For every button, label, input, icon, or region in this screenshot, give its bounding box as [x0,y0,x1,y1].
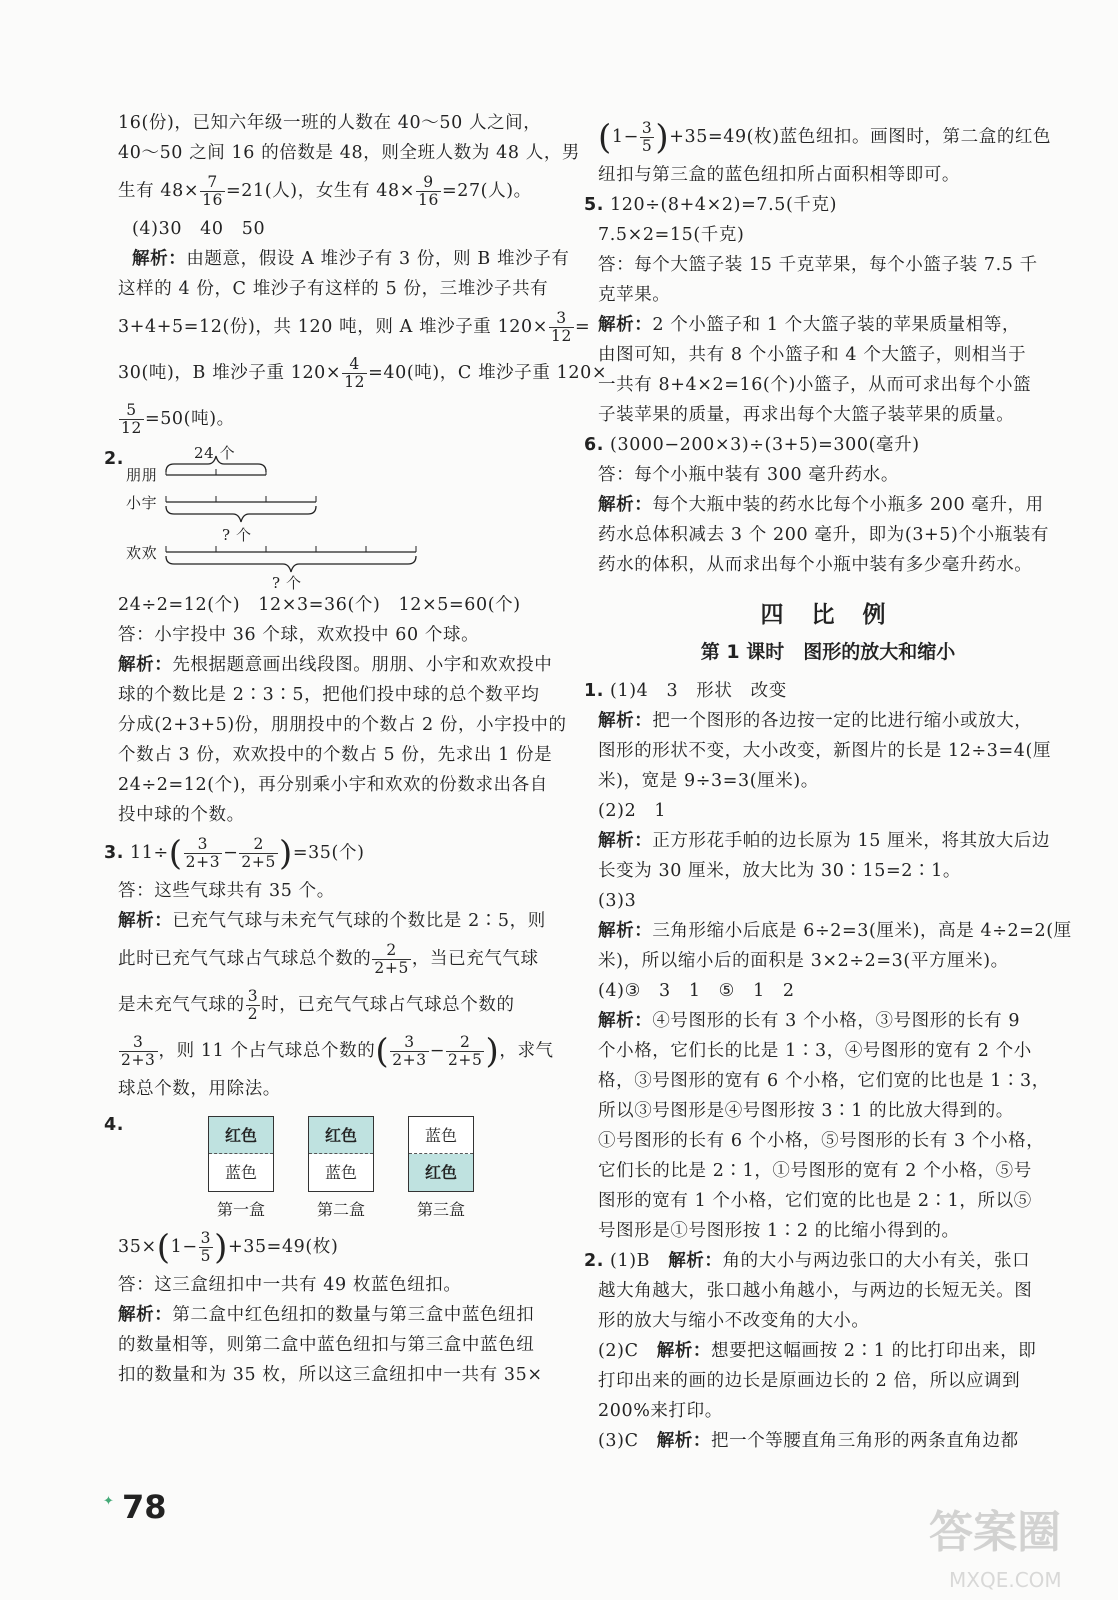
text-line: 子装苹果的质量，再求出每个大篮子装苹果的质量。 [598,405,1015,425]
text-line: 24÷2=12(个) 12×3=36(个) 12×5=60(个) [118,595,521,615]
box-label: 第一盒 [216,1200,265,1219]
box-label: 第三盒 [416,1200,465,1219]
svg-text:MXQE.COM: MXQE.COM [949,1568,1062,1592]
explanation-line: 解析：④号图形的长有 3 个小格，③号图形的长有 9 [598,1011,1021,1031]
text-line: 米)，所以缩小后的面积是 3×2÷2=3(平方厘米)。 [598,951,1009,971]
page-number: 78 [122,1488,167,1526]
explanation-line: 解析：由题意，假设 A 堆沙子有 3 份，则 B 堆沙子有 [132,249,570,269]
explanation-line: 解析：正方形花手帕的边长原为 15 厘米，将其放大后边 [598,831,1051,851]
fraction: $\frac{2}{2+5}$ [374,941,409,977]
text-line: (1− $\frac{3}{5}$ )+35=49(枚)蓝色纽扣。画图时，第二盒的红色 [598,117,1052,158]
text-line: 3+4+5=12(份)，共 120 吨，则 A 堆沙子重 120× $\frac{3}{12}$ = [118,309,591,345]
text-line: (3)3 [598,891,637,911]
text-line: 5. 120÷(8+4×2)=7.5(千克) [584,195,838,215]
text-line: $\frac{3}{2+3}$ ，则 11 个占气球总个数的( $\frac{3}{2+3}$ − $\frac{2}{2+5}$ )，求气 [121,1031,554,1072]
box-3 [408,1116,474,1219]
text-line: 它们长的比是 2∶1，①号图形的宽有 2 个小格，⑤号 [598,1161,1032,1181]
text-line: 球的个数比是 2∶3∶5，把他们投中球的总个数平均 [118,685,540,705]
fraction: $\frac{4}{12}$ [344,355,366,391]
button-box-figure [104,1110,558,1224]
text-line: 2. (1)B 解析：角的大小与两边张口的大小有关，张口 [584,1251,1031,1271]
circled-number: ⑤ [718,981,735,1001]
text-line: 答：这些气球共有 35 个。 [118,881,335,901]
text-line: 所以③号图形是④号图形按 3∶1 的比放大得到的。 [598,1101,1014,1121]
text-line: 格，③号图形的宽有 6 个小格，它们宽的比也是 1∶3， [598,1071,1050,1091]
question-number: 2. [104,449,125,469]
text-line: 扣的数量和为 35 枚，所以这三盒纽扣中一共有 35× [118,1365,543,1385]
explanation-line: 解析：把一个图形的各边按一定的比进行缩小或放大， [598,711,1033,731]
text-line: 图形的宽有 1 个小格，它们宽的比也是 2∶1，所以⑤ [598,1191,1032,1211]
text-line: 是未充气气球的 $\frac{3}{2}$ 时，已充气气球占气球总个数的 [118,987,515,1023]
text-line: 7.5×2=15(千克) [598,225,745,245]
box-bottom: 蓝色 [324,1163,357,1182]
question-number: 4. [104,1115,125,1135]
chapter-title: 四 比 例 [760,602,896,628]
fraction: $\frac{3}{12}$ [551,309,572,345]
explanation-line: 解析：三角形缩小后底是 6÷2=3(厘米)，高是 4÷2=2(厘 [598,921,1072,941]
fraction: $\frac{3}{2+3}$ [392,1033,427,1069]
fraction: $\frac{3}{2}$ [247,987,259,1023]
text-line: 一共有 8+4×2=16(个)小篮子，从而可求出每个小篮 [598,375,1032,395]
text-line: 答：每个大篮子装 15 千克苹果，每个小篮子装 7.5 千 [598,255,1038,275]
fraction: $\frac{2}{2+5}$ [241,835,276,871]
explanation-line: 解析：第二盒中红色纽扣的数量与第三盒中蓝色纽扣 [118,1305,535,1325]
text-line: 个数占 3 份，欢欢投中的个数占 5 份，先求出 1 份是 [118,745,553,765]
fraction: $\frac{5}{12}$ [121,401,142,437]
text-line: 个小格，它们长的比是 1∶3，④号图形的宽有 2 个小 [598,1041,1032,1061]
text-line: 这样的 4 份，C 堆沙子有这样的 5 份，三堆沙子共有 [118,279,549,299]
text-line: 200%来打印。 [598,1401,723,1421]
text-line: 30(吨)，B 堆沙子重 120× $\frac{4}{12}$ =40(吨)，C 堆沙子重 120× [118,355,608,391]
fraction: $\frac{3}{2+3}$ [121,1033,156,1069]
segment-diagram [104,442,558,592]
text-line: 1. (1)4 3 形状 改变 [584,681,787,701]
text-line: ①号图形的长有 6 个小格，⑤号图形的长有 3 个小格， [598,1131,1045,1151]
left-column [104,108,608,1390]
lesson-title: 第 1 课时 图形的放大和缩小 [700,641,956,663]
fraction: $\frac{9}{16}$ [418,173,439,209]
svg-text:答案圈: 答案圈 [929,1507,1061,1558]
text-line: 答：每个小瓶中装有 300 毫升药水。 [598,465,899,485]
fraction: $\frac{3}{2+3}$ [185,835,221,871]
diagram-label: 小宇 [126,494,158,512]
diagram-label: 欢欢 [126,544,158,562]
text-line: 答：这三盒纽扣中一共有 49 枚蓝色纽扣。 [118,1275,462,1295]
right-column [584,114,1072,1456]
diagram-label: ? 个 [272,574,302,592]
answer-line: (4)30 40 50 [132,219,266,239]
box-top: 红色 [209,1117,273,1154]
text-line: 药水总体积减去 3 个 200 毫升，即为(3+5)个小瓶装有 [598,525,1049,545]
box-label: 第二盒 [316,1200,365,1219]
text-line: 答：小宇投中 36 个球，欢欢投中 60 个球。 [118,625,480,645]
text-line: (2)C 解析：想要把这幅画按 2∶1 的比打印出来，即 [598,1341,1037,1361]
fraction: $\frac{3}{5}$ [200,1229,212,1265]
text-line: (3)C 解析：把一个等腰直角三角形的两条直角边都 [598,1431,1019,1451]
text-line: 24÷2=12(个)，再分别乘小宇和欢欢的份数求出各自 [118,775,548,795]
box-1 [208,1116,274,1219]
text-line: (4)③ 3 1 ⑤ 1 2 [598,981,795,1001]
box-top: 蓝色 [409,1117,473,1154]
fraction: $\frac{3}{5}$ [641,119,653,155]
text-line: 3. 11÷( $\frac{3}{2+3}$ − $\frac{2}{2+5}$ )=35(个) [104,833,365,874]
text-line: 药水的体积，从而求出每个小瓶中装有多少毫升药水。 [598,555,1033,575]
text-line: 35×(1− $\frac{3}{5}$ )+35=49(枚) [118,1227,339,1268]
text-line: 米)，宽是 9÷3=3(厘米)。 [598,771,819,791]
text-line: 号图形是①号图形按 1∶2 的比缩小得到的。 [598,1221,960,1241]
circled-number: ③ [624,981,641,1001]
fraction: $\frac{2}{2+5}$ [447,1033,483,1069]
page-marker-icon: ✦ [103,1494,114,1509]
diagram-label: 朋朋 [126,466,158,484]
text-line: 图形的形状不变，大小改变，新图片的长是 12÷3=4(厘 [598,741,1052,761]
fraction: $\frac{7}{16}$ [202,173,224,209]
text-line: 打印出来的画的边长是原画边长的 2 倍，所以应调到 [598,1371,1021,1391]
text-line: $\frac{5}{12}$ =50(吨)。 [121,401,235,437]
box-2 [308,1116,374,1219]
text-line: 投中球的个数。 [118,805,245,825]
text-line: 纽扣与第三盒的蓝色纽扣所占面积相等即可。 [598,165,960,185]
text-line: 形的放大与缩小不改变角的大小。 [598,1311,870,1331]
box-top: 红色 [309,1117,373,1154]
text-line: 越大角越大，张口越小角越小，与两边的长短无关。图 [598,1281,1033,1301]
explanation-line: 解析：已充气气球与未充气气球的个数比是 2∶5，则 [118,911,546,931]
diagram-label: ? 个 [222,526,252,544]
watermark-logo [925,1495,1095,1595]
box-bottom: 蓝色 [224,1163,257,1182]
box-bottom: 红色 [409,1154,473,1191]
diagram-label: 24 个 [194,444,236,462]
text-line: 6. (3000−200×3)÷(3+5)=300(毫升) [584,435,920,455]
text-line: 克苹果。 [598,285,671,305]
text-line: 生有 48× $\frac{7}{16}$ =21(人)，女生有 48× $\frac{9}{16}$ =27(人)。 [118,173,532,209]
explanation-line: 解析：先根据题意画出线段图。朋朋、小宇和欢欢投中 [118,655,553,675]
explanation-line: 解析：每个大瓶中装的药水比每个小瓶多 200 毫升，用 [598,495,1044,515]
explanation-line: 解析：2 个小篮子和 1 个大篮子装的苹果质量相等， [598,315,1021,335]
text-line: 长变为 30 厘米，放大比为 30∶15=2∶1。 [598,861,961,881]
text-line: (2)2 1 [598,801,667,821]
text-line: 的数量相等，则第二盒中蓝色纽扣与第三盒中蓝色纽 [118,1335,535,1355]
text-line: 16(份)，已知六年级一班的人数在 40～50 人之间， [118,113,542,133]
text-line: 40～50 之间 16 的倍数是 48，则全班人数为 48 人，男 [118,143,581,163]
line-segment-svg [118,442,418,590]
text-line: 由图可知，共有 8 个小篮子和 4 个大篮子，则相当于 [598,345,1027,365]
text-line: 分成(2+3+5)份，朋朋投中的个数占 2 份，小宇投中的 [118,715,567,735]
text-line: 球总个数，用除法。 [118,1079,281,1099]
text-line: 此时已充气气球占气球总个数的 $\frac{2}{2+5}$ ，当已充气气球 [118,941,539,977]
